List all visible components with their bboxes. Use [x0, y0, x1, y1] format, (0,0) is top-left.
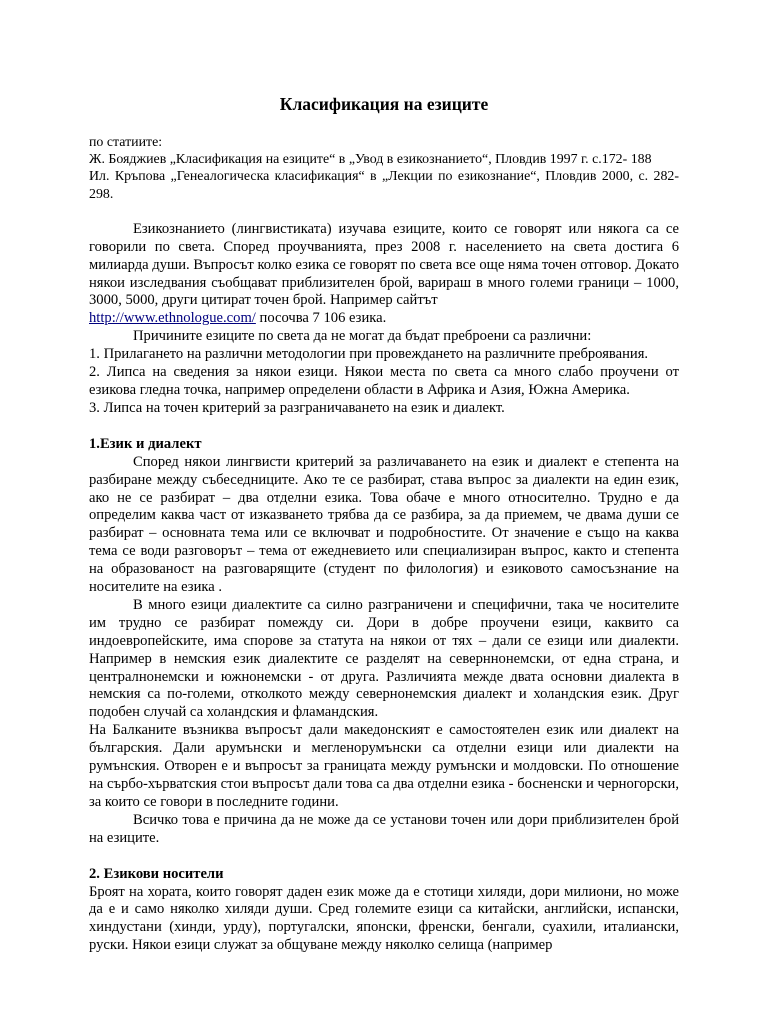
ethnologue-link[interactable]: http://www.ethnologue.com/: [89, 310, 256, 327]
intro-paragraph-1-text: Езикознанието (лингвистиката) изучава езиците, които се говорят или някога са се говорили по света. Според проучванията, през 2008 г. населението на света достига 6 милиарда души. Въпросът колко езика се говорят по света все още няма точен отговор. Докато някои изследвания съобщават приблизителен брой, варираш в много големи граници – 1000, 3000, 5000, други цитират точен брой. Например сайтът: [89, 220, 679, 309]
intro-paragraph-1-tail: посочва 7 106 езика.: [255, 310, 387, 327]
intro-paragraph-2: Причините езиците по света да не могат да бъдат преброени са различни:: [133, 328, 592, 345]
source-1: Ж. Бояджиев „Класификация на езиците“ в „Увод в езикознанието“, Пловдив 1997 г. с.172- 188: [89, 152, 652, 168]
section-1-paragraph-3: На Балканите възниква въпросът дали македонският е самостоятелен език или диалект на българския. Дали арумънски и мегленорумънски са отделни езици или диалекти на румънския. Отворен е и въпросът за границата между румънски и молдовски. По отношение на сърбо-хърватския стои въпросът дали това са два отделни езика - босненски и черногорски, за които се говори в последните години.: [89, 722, 679, 810]
section-1-paragraph-2: В много езици диалектите са силно разграничени и специфични, така че носителите им трудно се разбират помежду си. Дори в добре проучени езици, каквито са индоевропейските, има спорове за статута на някои от тях – дали се езици или диалекти. Например в немския език диалектите се разделят на северннонемски, от една страна, и централнонемски и южнонемски - от друга. Различията межде двата основни диалекта в немския са по-големи, отколкото между севернонемския диалект и холандския език. Друг подобен случай са холандския и фламандския.: [89, 596, 679, 721]
document-page: [89, 0, 679, 955]
sources-intro: по статиите:: [89, 135, 163, 150]
section-2-heading: 2. Езикови носители: [89, 865, 224, 882]
list-item-3: 3. Липса на точен критерий за разграничаването на език и диалект.: [89, 399, 505, 416]
source-2: Ил. Кръпова „Генеалогическа класификация“ в „Лекции по езикознание“, Пловдив 2000, с. 282-298.: [89, 169, 679, 202]
intro-paragraph-1: [89, 221, 679, 328]
section-1-paragraph-1: Според някои лингвисти критерий за различаването на език и диалект е степента на разбиране между събеседниците. Ако те се разбират, става въпрос за диалекти на един език, ако не се разбират – два отделни езика. Това обаче е много относително. Трудно е да определим каква част от изказването трябва да се разбира, за да приемем, че двама души се разбират – основната тема или се включват и подробностите. От значение е също на каква тема се води разговорът – тема от ежедневието или специализиран въпрос, както и степента на образованост на разговарящите (студент по филология) и езиковото самосъзнание на носителите на езика .: [89, 453, 679, 596]
section-1-heading: 1.Език и диалект: [89, 435, 202, 452]
document-title: Класификация на езиците: [279, 94, 489, 114]
list-item-1: 1. Прилагането на различни методологии при провеждането на различните преброявания.: [89, 346, 649, 363]
list-item-2: 2. Липса на сведения за някои езици. Някои места по света са много слабо проучени от езикова гледна точка, например определени области в Африка и Азия, Южна Америка.: [89, 364, 679, 398]
section-2-paragraph-1: Броят на хората, които говорят даден език може да е стотици хиляди, дори милиони, но може да е и само няколко хиляди души. Сред големите езици са китайски, английски, испански, хиндустани (хинди, урду), португалски, японски, френски, бенгали, суахили, италиански, руски. Някои езици служат за общуване между няколко селища (например: [89, 883, 679, 954]
section-1-paragraph-4: Всичко това е причина да не може да се установи точен или дори приблизителен брой на езиците.: [89, 811, 679, 846]
